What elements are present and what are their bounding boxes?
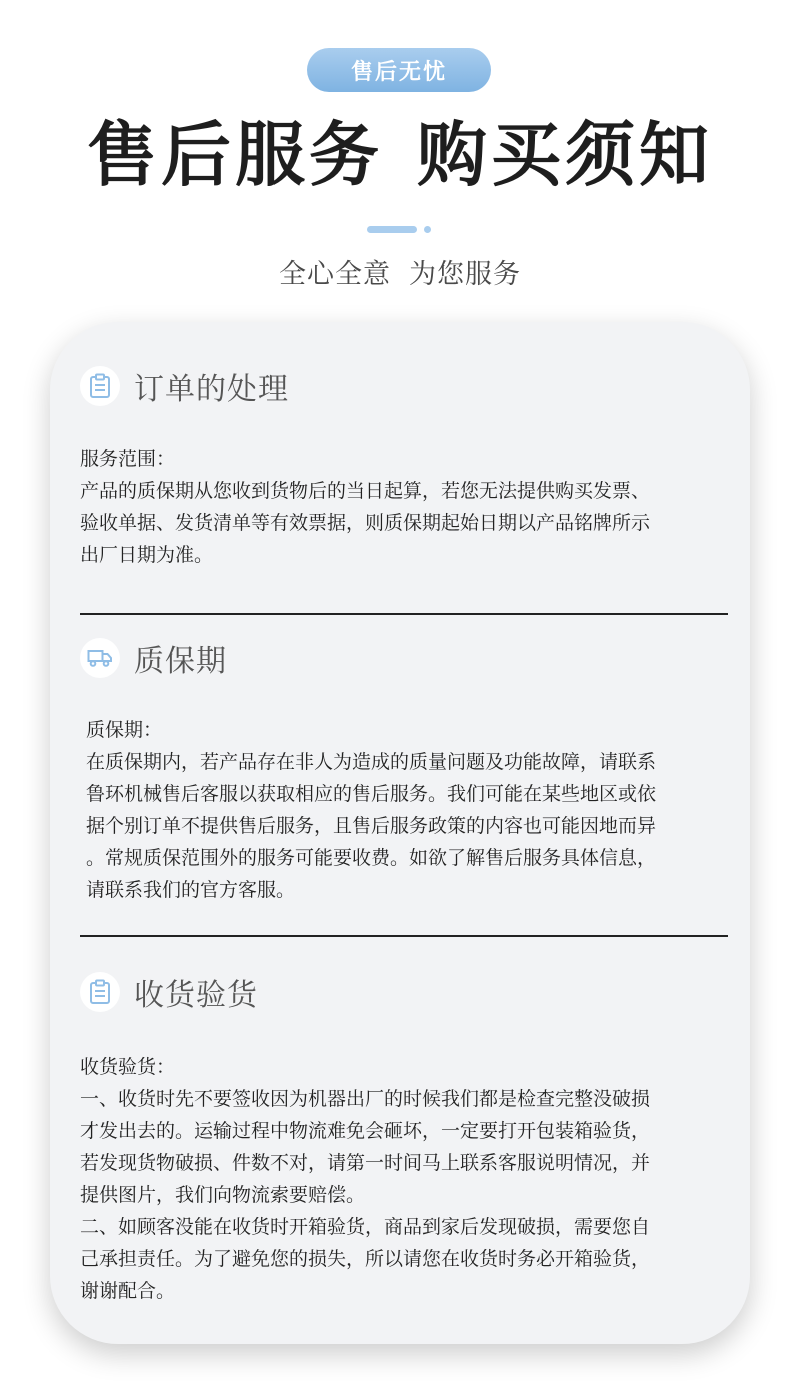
subtitle-part2: 为您服务	[409, 259, 521, 290]
after-sales-badge	[307, 48, 491, 92]
section-title: 收货验货	[134, 978, 258, 1013]
text-line: 质保期：	[86, 719, 163, 741]
subtitle-part1: 全心全意	[279, 259, 391, 290]
text-line: 服务范围：	[80, 448, 176, 470]
text-line: 出厂日期为准。	[80, 544, 214, 566]
section-warranty-text	[86, 714, 656, 906]
text-line: 若发现货物破损、件数不对，请第一时间马上联系客服说明情况，并	[80, 1152, 651, 1174]
decorative-dash	[367, 226, 417, 233]
clipboard-icon	[80, 972, 120, 1012]
page-subtitle	[0, 252, 800, 291]
section-divider	[80, 613, 728, 615]
text-line: 二、如顾客没能在收货时开箱验货，商品到家后发现破损，需要您自	[80, 1216, 651, 1238]
text-line: 在质保期内，若产品存在非人为造成的质量问题及功能故障，请联系	[86, 751, 657, 773]
section-warranty-header	[80, 636, 227, 680]
text-line: 鲁环机械售后客服以获取相应的售后服务。我们可能在某些地区或依	[86, 783, 657, 805]
text-line: 收货验货：	[80, 1056, 176, 1078]
text-line: 产品的质保期从您收到货物后的当日起算，若您无法提供购买发票、	[80, 480, 651, 502]
page-title	[0, 110, 800, 200]
text-line: 才发出去的。运输过程中物流难免会砸坏，一定要打开包装箱验货，	[80, 1120, 651, 1142]
text-line: 谢谢配合。	[80, 1280, 176, 1302]
page-title-part2: 购买须知	[417, 114, 713, 196]
text-line: 一、收货时先不要签收因为机器出厂的时候我们都是检查完整没破损	[80, 1088, 651, 1110]
page-title-part1: 售后服务	[87, 114, 383, 196]
text-line: 请联系我们的官方客服。	[86, 879, 296, 901]
text-line: 据个别订单不提供售后服务，且售后服务政策的内容也可能因地而异	[86, 815, 657, 837]
section-inspection-header	[80, 970, 258, 1014]
badge-label: 售后无忧	[350, 59, 447, 85]
text-line: 。常规质保范围外的服务可能要收费。如欲了解售后服务具体信息，	[86, 847, 657, 869]
truck-icon	[80, 638, 120, 678]
section-title: 质保期	[134, 644, 227, 679]
section-order-processing-header	[80, 364, 289, 408]
text-line: 提供图片，我们向物流索要赔偿。	[80, 1184, 366, 1206]
text-line: 验收单据、发货清单等有效票据，则质保期起始日期以产品铭牌所示	[80, 512, 651, 534]
section-order-processing-text	[80, 443, 650, 571]
text-line: 己承担责任。为了避免您的损失，所以请您在收货时务必开箱验货，	[80, 1248, 651, 1270]
clipboard-icon	[80, 366, 120, 406]
section-inspection-text	[80, 1051, 650, 1307]
section-divider	[80, 935, 728, 937]
section-title: 订单的处理	[134, 372, 289, 407]
decorative-dot	[424, 226, 431, 233]
